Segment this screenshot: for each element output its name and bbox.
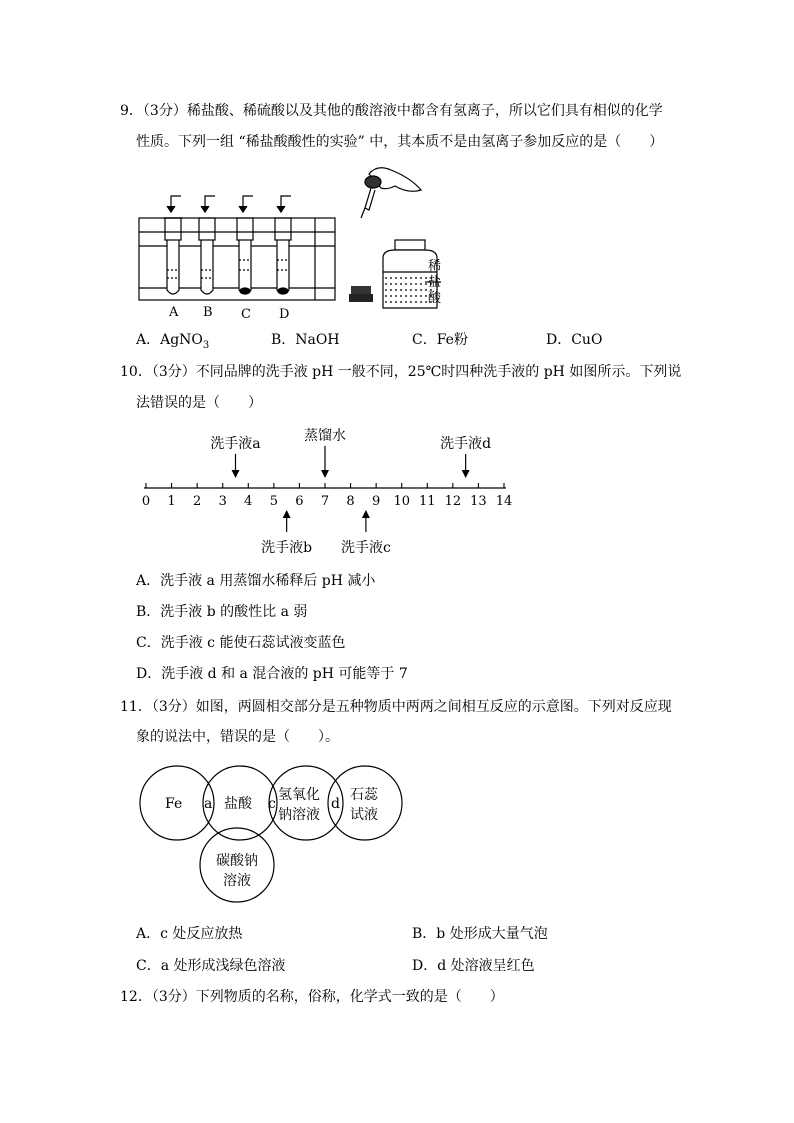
- q9-option-d[interactable]: D．CuO: [546, 332, 603, 348]
- ph-tick-label-11: 11: [419, 494, 436, 509]
- tube-b: [199, 218, 215, 294]
- ph-marker-below-label-1: 洗手液c: [340, 540, 391, 556]
- circle-litmus-label-2: 试液: [350, 807, 378, 823]
- q11-circle-diagram: [130, 755, 420, 905]
- circle-fe-label: Fe: [165, 796, 183, 812]
- circle-naoh-label-1: 氢氧化: [278, 787, 320, 803]
- bottle-label-char-1: 稀: [428, 259, 442, 274]
- ph-tick-label-12: 12: [444, 494, 462, 509]
- intersection-d: d: [331, 796, 340, 812]
- q9-option-a[interactable]: [136, 330, 209, 356]
- circle-naoh-label-2: 钠溶液: [278, 807, 320, 823]
- q9-stem-line2: 性质。下列一组 “稀盐酸酸性的实验” 中，其本质不是由氢离子参加反应的是（ ）: [136, 134, 664, 150]
- q9-stem-line1: 9．（3分）稀盐酸、稀硫酸以及其他的酸溶液中都含有氢离子，所以它们具有相似的化学: [120, 103, 663, 119]
- dropper-icon: [361, 168, 421, 218]
- q11-option-b[interactable]: B．b 处形成大量气泡: [412, 926, 548, 942]
- intersection-c: c: [268, 796, 276, 812]
- ph-marker-above-label-2: 洗手液d: [440, 436, 492, 452]
- circle-na2co3-label-1: 碳酸钠: [216, 853, 258, 869]
- tube-label-c: C: [241, 307, 251, 322]
- ph-tick-label-4: 4: [244, 494, 253, 509]
- q11-option-c[interactable]: C．a 处形成浅绿色溶液: [136, 958, 286, 974]
- bottle-label-char-3: 酸: [428, 291, 442, 306]
- q10-option-d[interactable]: D．洗手液 d 和 a 混合液的 pH 可能等于 7: [136, 666, 408, 682]
- ph-tick-label-3: 3: [218, 494, 227, 509]
- ph-tick-label-13: 13: [470, 494, 487, 509]
- ph-marker-above-label-0: 洗手液a: [210, 436, 261, 452]
- ph-marker-below-0-arrow-head: [283, 510, 291, 518]
- tube-label-a: A: [169, 305, 179, 320]
- q9-option-c[interactable]: C．Fe粉: [412, 332, 468, 348]
- q9-option-b[interactable]: B．NaOH: [271, 332, 340, 348]
- ph-marker-below-1-arrow-head: [362, 510, 370, 518]
- q11-stem-line1: 11．（3分）如图，两圆相交部分是五种物质中两两之间相互反应的示意图。下列对反应现: [120, 699, 672, 715]
- ph-tick-label-1: 1: [167, 494, 176, 509]
- q9-figure: [125, 160, 455, 330]
- drop-arrows: [167, 196, 291, 212]
- q11-stem-line2: 象的说法中，错误的是（ ）。: [136, 729, 339, 745]
- q10-option-c[interactable]: C．洗手液 c 能使石蕊试液变蓝色: [136, 635, 346, 651]
- q12-stem-line1: 12．（3分）下列物质的名称，俗称，化学式一致的是（ ）: [120, 989, 504, 1005]
- ph-tick-label-9: 9: [372, 494, 381, 509]
- ph-tick-label-7: 7: [320, 494, 330, 509]
- q10-option-a[interactable]: A．洗手液 a 用蒸馏水稀释后 pH 减小: [136, 573, 376, 589]
- q11-option-a[interactable]: A．c 处反应放热: [136, 926, 243, 942]
- q10-stem-line2: 法错误的是（ ）: [136, 395, 262, 411]
- tube-c: [237, 218, 253, 294]
- ph-marker-above-1-arrow-head: [321, 470, 329, 478]
- ph-tick-label-2: 2: [193, 494, 202, 509]
- tube-a: [163, 218, 183, 294]
- ph-tick-label-10: 10: [393, 494, 410, 509]
- ph-marker-above-label-1: 蒸馏水: [304, 428, 346, 444]
- ph-marker-above-2-arrow-head: [462, 470, 470, 478]
- circle-hcl-label: 盐酸: [224, 796, 252, 812]
- tube-label-d: D: [279, 307, 290, 322]
- ph-marker-below-label-0: 洗手液b: [261, 540, 313, 556]
- circle-litmus-label-1: 石蕊: [350, 787, 378, 803]
- bottle-label-char-2: 盐: [428, 275, 442, 290]
- q10-option-b[interactable]: B．洗手液 b 的酸性比 a 弱: [136, 604, 308, 620]
- ph-scale-figure: [130, 420, 530, 560]
- q11-option-d[interactable]: D．d 处溶液呈红色: [412, 958, 535, 974]
- q9-option-a-subscript: 3: [202, 339, 210, 351]
- intersection-a: a: [204, 796, 213, 812]
- tube-d: [275, 218, 291, 294]
- ph-tick-label-14: 14: [495, 494, 513, 509]
- q9-option-a-text: A．AgNO: [136, 332, 203, 348]
- tube-label-b: B: [203, 305, 213, 320]
- ph-tick-label-0: 0: [141, 494, 151, 509]
- circle-na2co3-label-2: 溶液: [223, 873, 251, 889]
- q10-stem-line1: 10．（3分）不同品牌的洗手液 pH 一般不同，25℃时四种洗手液的 pH 如图所示。下列说: [120, 364, 682, 380]
- ph-tick-label-6: 6: [295, 494, 304, 509]
- ph-tick-label-5: 5: [269, 494, 278, 509]
- ph-tick-label-8: 8: [346, 494, 355, 509]
- ph-marker-above-0-arrow-head: [232, 470, 240, 478]
- bottle-stopper-icon: [349, 286, 373, 302]
- test-tubes: [163, 218, 291, 294]
